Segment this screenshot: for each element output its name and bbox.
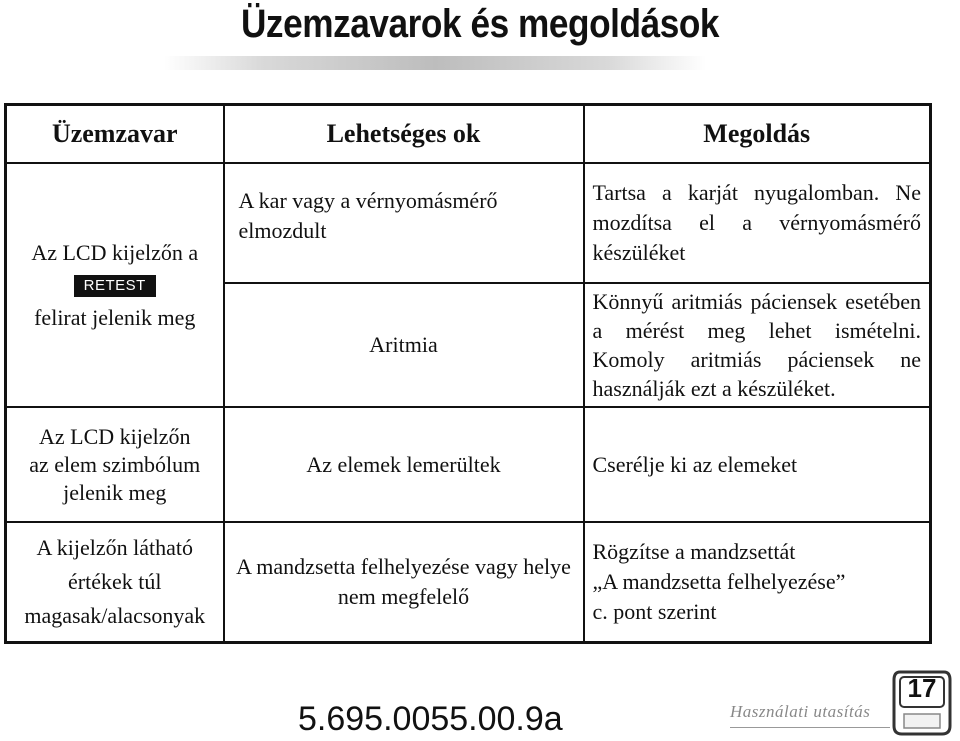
title-underline-bar [164,56,706,70]
problem-text: az elem szimbólum [29,451,201,477]
solution-arrhythmia: Könnyű aritmiás páciensek esetében a mérést meg lehet ismételni. Komoly aritmiás páciensek ne használják ezt a készüléket. [584,283,931,407]
cause-arm-moved: A kar vagy a vérnyomásmérő elmozdult [224,163,584,283]
cause-battery: Az elemek lemerültek [224,407,584,522]
page-title: Üzemzavarok és megoldások [240,2,720,46]
table-row [6,163,931,283]
retest-badge: RETEST [74,275,156,297]
problem-text: magasak/alacsonyak [24,603,206,628]
solution-text: Rögzítse a mandzsettát [592,539,796,564]
header-solution: Megoldás [584,105,931,164]
solution-battery: Cserélje ki az elemeket [584,407,931,522]
problem-battery [6,407,224,522]
solution-cuff [584,522,931,643]
problem-text: felirat jelenik meg [34,304,196,330]
problem-text: Az LCD kijelzőn [38,423,191,449]
problem-values [6,522,224,643]
troubleshooting-table [4,103,932,644]
solution-text: „A mandzsetta felhelyezése” [592,569,846,594]
problem-text: értékek túl [68,569,162,594]
header-cause: Lehetséges ok [224,105,584,164]
solution-text: c. pont szerint [592,599,717,624]
document-code: 5.695.0055.00.9a [298,700,563,738]
table-row [6,407,931,522]
solution-keep-still: Tartsa a karját nyugalomban. Ne mozdítsa el a vérnyomásmérő készüléket [584,163,931,283]
manual-label: Használati utasítás [730,702,871,721]
problem-text: A kijelzőn látható [36,535,193,560]
problem-retest [6,163,224,407]
manual-underline [730,727,890,728]
page-number: 17 [907,673,937,703]
problem-text: Az LCD kijelzőn a [31,239,199,265]
table-header-row [6,105,931,164]
table-row [6,522,931,643]
problem-text: jelenik meg [63,479,167,505]
cause-arrhythmia: Aritmia [224,283,584,407]
cause-cuff: A mandzsetta felhelyezése vagy helye nem megfelelő [224,522,584,643]
header-problem: Üzemzavar [6,105,224,164]
